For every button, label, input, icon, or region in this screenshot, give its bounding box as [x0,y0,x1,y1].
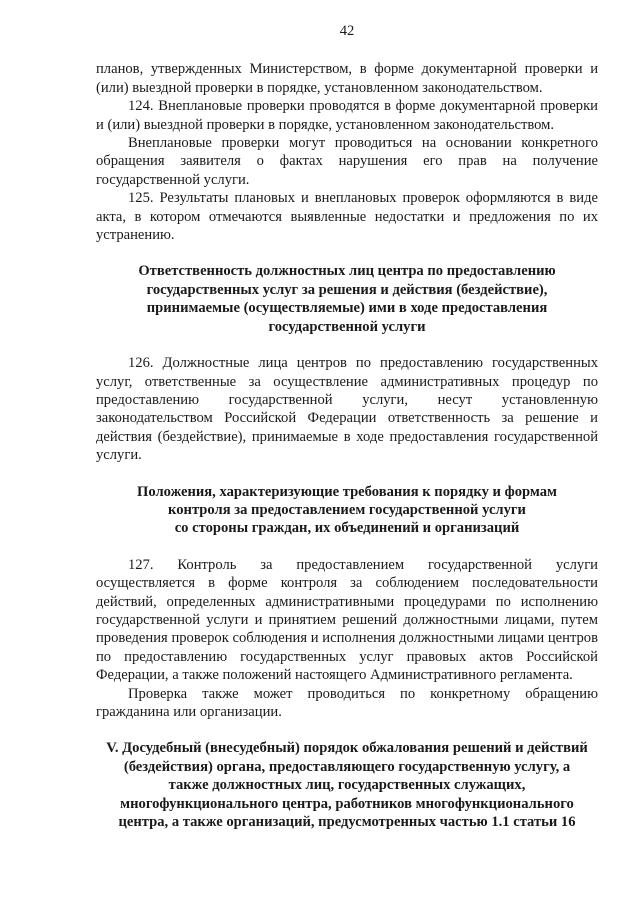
spacer [96,244,598,262]
paragraph-unscheduled-inspections: Внеплановые проверки могут проводиться на основании конкретного обращения заявителя о фактах нарушения его прав на получение государственной услуги. [96,135,598,188]
section-heading-chapter-v [96,739,598,831]
heading-line: Ответственность должностных лиц центра по предоставлению [138,263,556,280]
paragraph-126: 126. Должностные лица центров по предоставлению государственных услуг, ответственные за осуществление административных процедур по предоставлению государственной услуги, несут установленную законодательством Российской Федерации ответственность за решение и действия (бездействие), принимаемые в ходе предоставления государственной услуги. [96,355,598,464]
paragraph-124: 124. Внеплановые проверки проводятся в форме документарной проверки и (или) выездной проверки в порядке, установленном законодательством. [96,98,598,133]
heading-line: также должностных лиц, государственных служащих, [168,777,526,794]
page-number: 42 [339,23,355,39]
paragraph-127: 127. Контроль за предоставлением государственной услуги осуществляется в форме контроля за соблюдением последовательности действий, определенных административными процедурами по исполнению государственной услуги и принятием решений должностными лицами, путем проведения проверок соблюдения и исполнения должностными лицами центров по предоставлению государственных услуг правовых актов Российской Федерации, а также положений настоящего Административного регламента. [96,556,598,684]
heading-line: со стороны граждан, их объединений и организаций [174,520,520,537]
heading-line: V. Досудебный (внесудебный) порядок обжалования решений и действий [106,740,588,757]
heading-line: государственной услуги [268,318,426,335]
heading-line: контроля за предоставлением государственной услуги [168,501,526,518]
heading-line: центра, а также организаций, предусмотренных частью 1.1 статьи 16 [118,814,576,831]
heading-line: государственных услуг за решения и действия (бездействие), [146,281,548,298]
spacer [96,465,598,483]
heading-line: (бездействия) органа, предоставляющего государственную услугу, а [123,758,571,775]
spacer [96,336,598,354]
heading-line: многофункционального центра, работников многофункционального [120,795,574,812]
spacer [96,538,598,556]
section-heading-responsibility [96,262,598,336]
paragraph-continued: планов, утвержденных Министерством, в форме документарной проверки и (или) выездной проверки в порядке, установленном законодательством. [96,61,598,96]
heading-line: принимаемые (осуществляемые) ими в ходе предоставления [146,300,548,317]
section-heading-control-requirements [96,483,598,538]
paragraph-125: 125. Результаты плановых и внеплановых проверок оформляются в виде акта, в котором отмечаются выявленные недостатки и предложения по их устранению. [96,190,598,244]
heading-line: Положения, характеризующие требования к порядку и формам [137,483,557,500]
paragraph-inspection-by-request: Проверка также может проводиться по конкретному обращению гражданина или организации. [96,685,598,720]
document-page [96,22,598,831]
spacer [96,721,598,739]
